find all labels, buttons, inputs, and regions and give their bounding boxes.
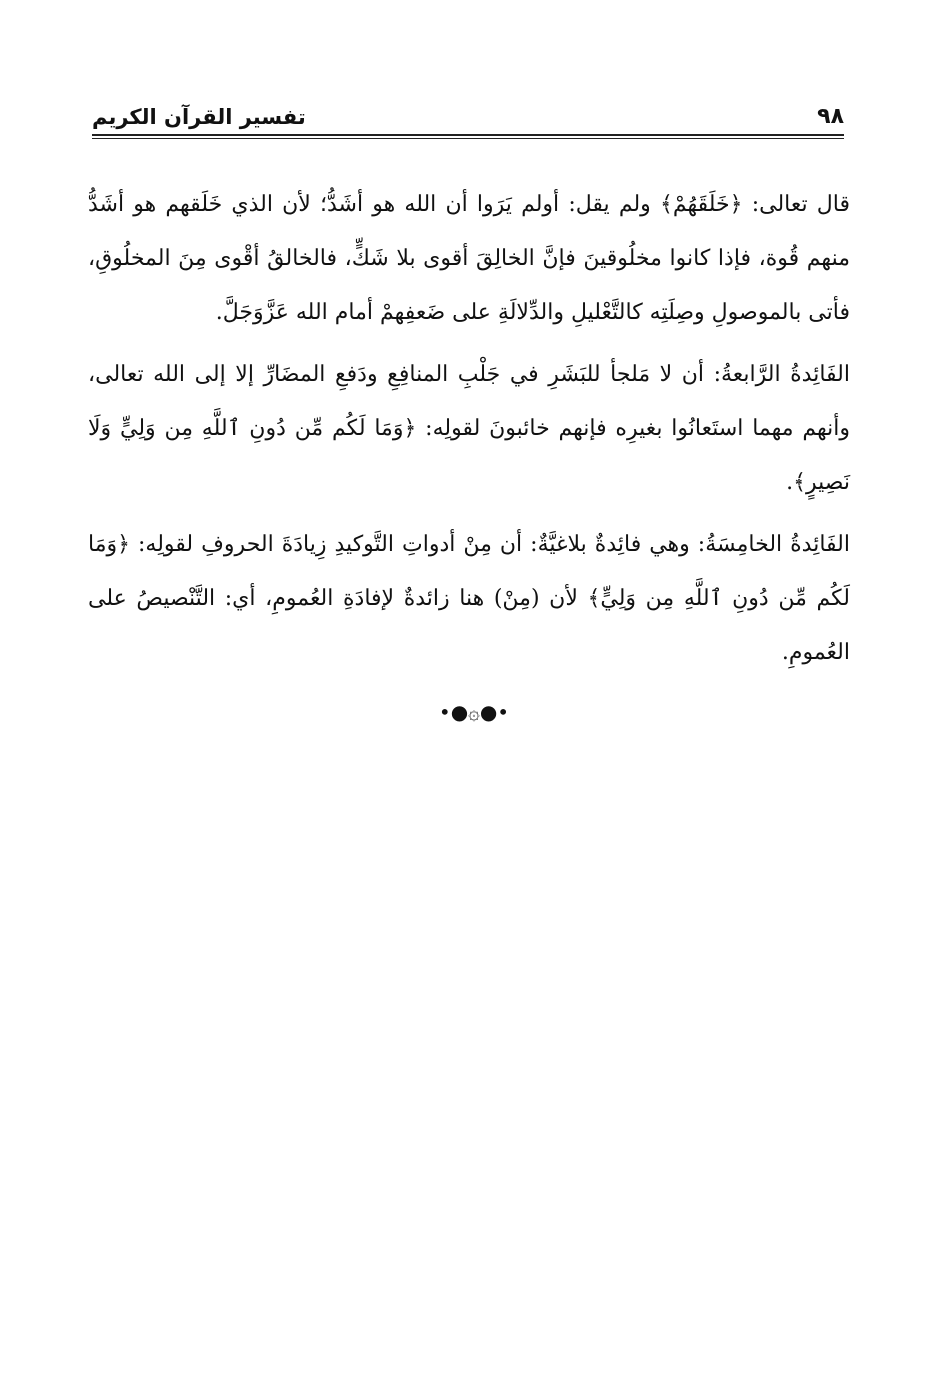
running-title: تفسير القرآن الكريم — [92, 105, 306, 129]
page-header — [92, 96, 844, 132]
body-text — [88, 178, 850, 688]
page-number: ٩٨ — [817, 104, 844, 129]
paragraph-2: الفَائِدةُ الرَّابعةُ: أن لا مَلجأ للبَشَرِ في جَلْبِ المنافِعِ ودَفعِ المضَارِّ إلا إلى الله تعالى، وأنهم مهما استَعانُوا بغيرِه فإنهم خائبونَ لقولِه: ﴿وَمَا لَكُم مِّن دُونِ ٱللَّهِ مِن وَلِيٍّ وَلَا نَصِيرٍ﴾. — [88, 362, 850, 495]
paragraph-1: قال تعالى: ﴿خَلَقَهُمْ﴾ ولم يقل: أولم يَرَوا أن الله هو أشَدُّ؛ لأن الذي خَلَقهم هو أشَدُّ منهم قُوة، فإذا كانوا مخلُوقينَ فإنَّ الخالِقَ أقوى بلا شَكٍّ، فالخالقُ أقْوى مِنَ المخلُوقِ، فأتى بالموصولِ وصِلَتِه كالتَّعْليلِ والدِّلالَةِ على ضَعفِهمْ أمام الله عَزَّوَجَلَّ. — [88, 192, 850, 325]
paragraph-3: الفَائِدةُ الخامِسَةُ: وهي فائِدةٌ بلاغيَّةٌ: أن مِنْ أدواتِ التَّوكيدِ زِيادَةَ الحروفِ لقولِه: ﴿وَمَا لَكُم مِّن دُونِ ٱللَّهِ مِن وَلِيٍّ﴾ لأن (مِنْ) هنا زائدةٌ لإفادَةِ العُمومِ، أي: التَّنْصيصُ على العُمومِ. — [88, 532, 850, 665]
header-divider — [92, 134, 844, 139]
section-end-ornament: •●۞●• — [438, 700, 510, 724]
